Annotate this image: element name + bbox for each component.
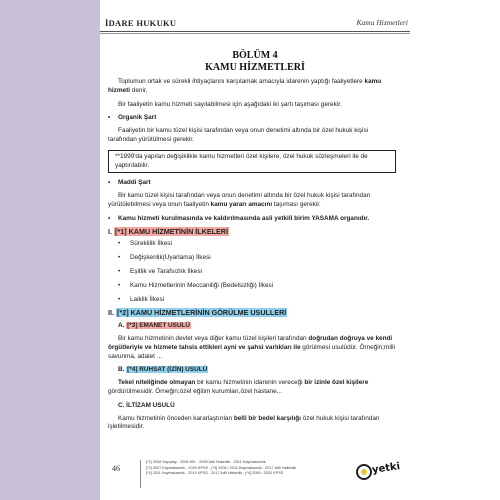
bullet-yasama: • Kamu hizmeti kurulmasında ve kaldırılmasında asli yetkili birim YASAMA organıdır. [108,215,396,224]
subsection-prefix: A. [118,322,127,330]
bold-term: belli bir bedel karşılığı [233,414,301,422]
subsection-title-highlighted: [*3] EMANET USULÜ [127,322,191,330]
header-book-title: İDARE HUKUKU [105,18,177,28]
text-span: özel hukuk kişisi tarafından işletilmesidir. [108,414,380,431]
section-methods-title [108,309,396,318]
header-rule-thin [100,33,410,34]
chapter-title: KAMU HİZMETLERİ [205,62,305,73]
text-span: Kamu hizmetinin önceden kararlaştırılan [118,414,234,422]
paragraph-definition [108,78,396,96]
text-span: görülmesi usulüdür. Örneğin;milli savunma, adalet ... [108,343,396,360]
list-item: • Değişkenlik(Uyarlama) İlkesi [108,254,396,263]
footer-note: [*3] 2011 Kaymakamlık - 2014 KPSS - 2017 Adli Hakimlik ; [*4] 2006 / 2020 KPSS [146,471,284,476]
chapter-number: BÖLÜM 4 [232,50,278,61]
principles-list [108,240,396,304]
subsection-iltizam-title [118,402,396,411]
header-rule [100,31,410,32]
text-span: Bir kamu tüzel kişisi tarafından veya onun denetimi altında bir özel hukuk kişisi tarafından yürütülebilmesi veya onun faaliyetin [108,192,371,208]
subsection-prefix: C. [118,401,127,409]
page-content [108,78,396,437]
paragraph-conditions: Bir faaliyetin kamu hizmeti sayılabilmesi için aşağıdaki iki şartı taşıması gerekir. [118,100,342,108]
bold-term: Tekel niteliğinde olmayan [118,379,196,387]
page-background-right [410,0,500,500]
list-item: • Süreklilik İlkesi [108,240,396,249]
publisher-logo-dot [361,469,367,475]
paragraph-maddi [108,192,396,210]
section-principles-title [108,228,396,237]
list-item: • Eşitlik ve Tarafsızlık İlkesi [108,268,396,277]
text-span: bir kamu hizmetinin idarenin vereceği [195,379,305,387]
bold-term: bir izinle özel kişilere [304,379,369,387]
chapter-heading [100,50,410,74]
bullet-maddi: • Maddi Şart [108,179,396,188]
subsection-title-highlighted: [*4] RUHSAT (İZİN) USULÜ [127,366,208,374]
paragraph-emanet [108,335,396,361]
page-number: 46 [112,464,120,473]
publisher-logo-text: yetki [371,461,401,476]
bullet-organik: • Organik Şart [108,114,396,123]
bold-term: kamu hizmeti [108,78,382,94]
text-span: gördürülmesidir. Örneğin;özel eğitim kurumları,özel hastane... [108,387,283,395]
section-title-highlighted: [*2] KAMU HİZMETLERİNİN GÖRÜLME USULLERİ [117,308,287,318]
text-span: taşıması gerekir. [272,200,321,208]
section-title-highlighted: [*1] KAMU HİZMETİNİN İLKELERİ [115,226,228,236]
footer-divider [140,460,141,488]
note-box: **1999'da yapılan değişiklikle kamu hizmetleri özel kişilere, özel hukuk sözleşmeleri ile de yaptırılabilir. [108,150,396,174]
list-item: • Kamu Hizmetlerinin Meccaniliği (Bedelsizliği) İlkesi [108,282,396,291]
header-chapter-title: Kamu Hizmetleri [356,18,408,27]
paragraph-organik: Faaliyetin bir kamu tüzel kişisi tarafından veya onun denetimi altında bir özel hukuk kişisi tarafından yürütülmesi gerekir. [108,127,369,143]
section-prefix: I. [108,226,114,236]
subsection-title: İLTİZAM USULÜ [126,401,175,409]
footer-notes [146,460,346,477]
page-background-left [0,0,100,500]
bold-term: doğrudan doğruya ve kendi örgütleriyle ve hizmete tahsis ettikleri ayni ve şahsi varlıkları ile [108,334,393,351]
subsection-ruhsat-title [118,366,396,375]
subsection-emanet-title [118,322,396,331]
paragraph-iltizam [108,415,396,433]
bold-term: kamu yararı amacını [210,200,273,208]
footer-note: [*1] 2006 Sayıştay - 2006 KİK - 2008 Adli Hakimlik - 2011 Kaymakamlık [146,460,266,464]
text-span: denir. [130,86,148,94]
section-prefix: II. [108,308,116,318]
text-span: Bir kamu hizmetinin devlet veya diğer kamu tüzel kişileri tarafından [118,334,309,342]
list-item: • Laiklik İlkesi [108,296,396,305]
footer-note: [*2] 2007 Kaymakamlık - 2020 KPSS - [*3] 2006 / 2011 Kaymakamlık - 2017 Adli Hakimlik [146,465,297,470]
text-span: Toplumun ortak ve sürekli ihtiyaçlarını karşılamak amacıyla idarenin yaptığı faaliyetlere [118,78,365,85]
subsection-prefix: B. [118,366,127,374]
paragraph-ruhsat [108,379,396,397]
